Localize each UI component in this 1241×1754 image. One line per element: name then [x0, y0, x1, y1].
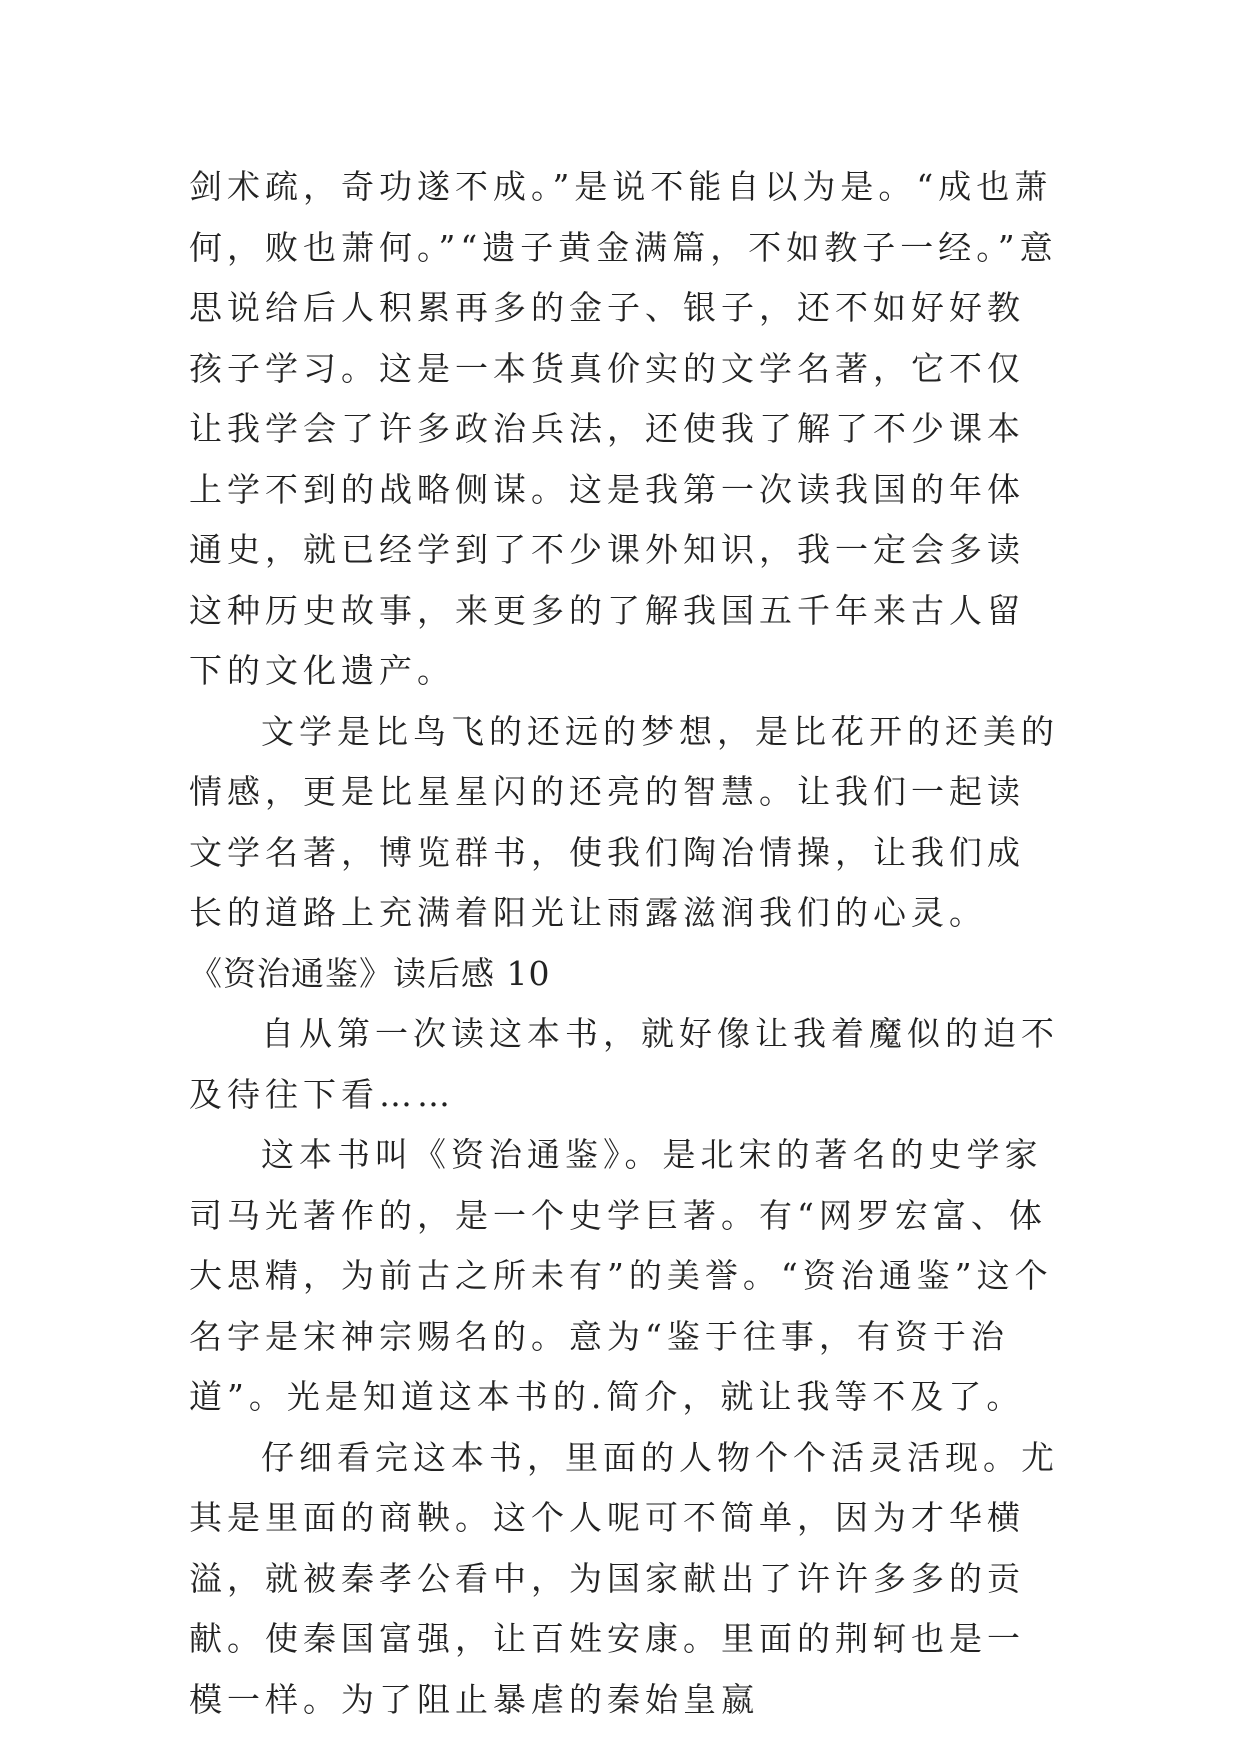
paragraph-literature: 文学是比鸟飞的还远的梦想，是比花开的还美的情感，更是比星星闪的还亮的智慧。让我们一起读文学名著，博览群书，使我们陶冶情操，让我们成长的道路上充满着阳光让雨露滋润我们的心灵。: [189, 711, 1059, 932]
paragraph-first-read: 自从第一次读这本书，就好像让我着魔似的迫不及待往下看……: [189, 1014, 1059, 1114]
section-heading: 《资治通鉴》读后感 10: [189, 953, 551, 993]
paragraph-continuation: 剑术疏，奇功遂不成。”是说不能自以为是。“成也萧何，败也萧何。”“遗子黄金满篇，不如教子一经。”意思说给后人积累再多的金子、银子，还不如好好教孩子学习。这是一本货真价实的文学名著，它不仅让我学会了许多政治兵法，还使我了解了不少课本上学不到的战略侧谋。这是我第一次读我国的年体通史，就已经学到了不少课外知识，我一定会多读这种历史故事，来更多的了解我国五千年来古人留下的文化遗产。: [189, 167, 1058, 690]
paragraph-book-intro: 这本书叫《资治通鉴》。是北宋的著名的史学家司马光著作的，是一个史学巨著。有“网罗宏富、体大思精，为前古之所未有”的美誉。“资治通鉴”这个名字是宋神宗赐名的。意为“鉴于往事，有资于治道”。光是知道这本书的.简介，就让我等不及了。: [189, 1135, 1053, 1416]
paragraph-characters: 仔细看完这本书，里面的人物个个活灵活现。尤其是里面的商鞅。这个人呢可不简单，因为才华横溢，就被秦孝公看中，为国家献出了许许多多的贡献。使秦国富强，让百姓安康。里面的荆轲也是一模一样。为了阻止暴虐的秦始皇嬴: [189, 1437, 1059, 1719]
document-body: [189, 157, 1059, 1730]
